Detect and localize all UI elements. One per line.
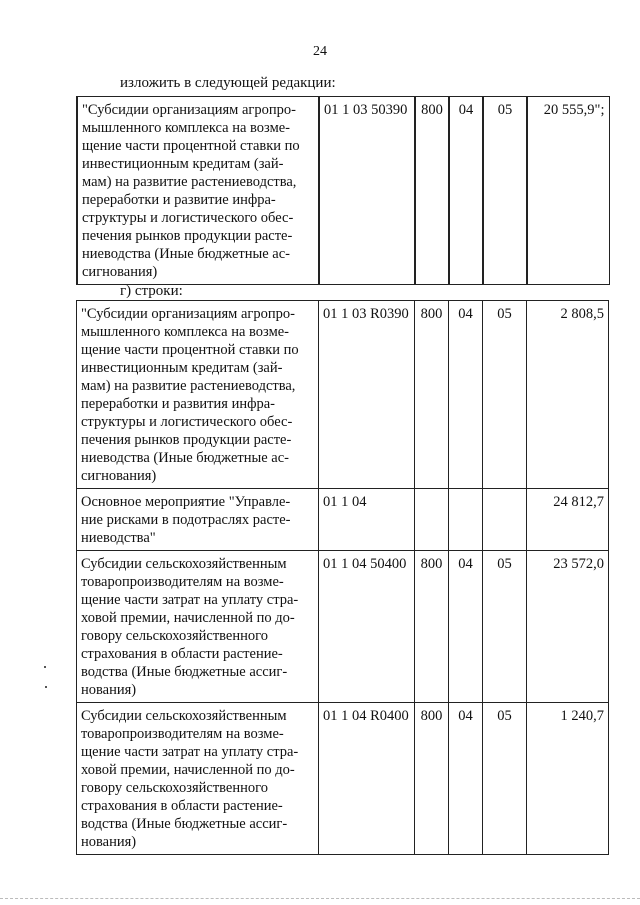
item-name-line: переработки и развития инфра-	[81, 396, 275, 412]
item-name-cell	[77, 301, 319, 489]
item-name-line: страхования в области растение-	[81, 798, 283, 814]
item-name-line: сигнования)	[81, 468, 157, 484]
table-row	[77, 489, 609, 551]
subsection-cell: 05	[483, 551, 527, 703]
rows-table	[76, 300, 609, 855]
item-name-line: Субсидии сельскохозяйственным	[81, 708, 287, 724]
table-row	[77, 301, 609, 489]
code-cell: 01 1 03 R0390	[319, 301, 415, 489]
expense-type-cell: 800	[415, 551, 449, 703]
item-name-line: мам) на развитие растениеводства,	[82, 174, 297, 190]
item-name-line: структуры и логистического обес-	[82, 210, 294, 226]
section-cell	[449, 489, 483, 551]
item-name-line: ниеводства (Иные бюджетные ас-	[81, 450, 289, 466]
item-name-line: товаропроизводителям на возме-	[81, 574, 284, 590]
scan-edge	[0, 898, 640, 902]
section-cell: 04	[449, 97, 483, 285]
replacement-table-body	[77, 97, 609, 285]
scan-speck	[44, 666, 46, 668]
item-name-cell	[77, 97, 319, 285]
item-name-line: инвестиционным кредитам (зай-	[82, 156, 284, 172]
item-name-line: ниеводства (Иные бюджетные ас-	[82, 246, 290, 262]
subsection-cell	[483, 489, 527, 551]
item-name-line: говору сельскохозяйственного	[81, 628, 268, 644]
item-name-line: сигнования)	[82, 264, 158, 280]
item-name-line: печения рынков продукции расте-	[81, 432, 292, 448]
table-row	[77, 703, 609, 855]
item-name-cell	[77, 489, 319, 551]
amount-cell: 1 240,7	[527, 703, 609, 855]
item-name-line: ниеводства"	[81, 530, 156, 546]
section-cell: 04	[449, 551, 483, 703]
table-row	[77, 97, 609, 285]
item-name-line: водства (Иные бюджетные ассиг-	[81, 816, 288, 832]
item-name-line: щение части затрат на уплату стра-	[81, 592, 299, 608]
item-name-line: ние рисками в подотраслях расте-	[81, 512, 291, 528]
section-cell: 04	[449, 703, 483, 855]
expense-type-cell: 800	[415, 301, 449, 489]
item-name-line: нования)	[81, 682, 137, 698]
item-name-line: переработки и развитие инфра-	[82, 192, 276, 208]
item-name-line: мышленного комплекса на возме-	[81, 324, 290, 340]
item-name-line: нования)	[81, 834, 137, 850]
code-cell: 01 1 04	[319, 489, 415, 551]
item-name-line: мам) на развитие растениеводства,	[81, 378, 296, 394]
item-name-line: говору сельскохозяйственного	[81, 780, 268, 796]
item-name-line: "Субсидии организациям агропро-	[81, 306, 295, 322]
item-name-cell	[77, 703, 319, 855]
rows-table-body	[77, 301, 609, 855]
item-name-line: инвестиционным кредитам (зай-	[81, 360, 283, 376]
item-name-cell	[77, 551, 319, 703]
item-name-line: водства (Иные бюджетные ассиг-	[81, 664, 288, 680]
item-name-line: ховой премии, начисленной по до-	[81, 610, 295, 626]
expense-type-cell: 800	[415, 97, 449, 285]
code-cell: 01 1 03 50390	[319, 97, 415, 285]
item-name-line: структуры и логистического обес-	[81, 414, 293, 430]
section-cell: 04	[449, 301, 483, 489]
item-name-line: Основное мероприятие "Управле-	[81, 494, 291, 510]
item-name-line: товаропроизводителям на возме-	[81, 726, 284, 742]
code-cell: 01 1 04 50400	[319, 551, 415, 703]
item-name-line: Субсидии сельскохозяйственным	[81, 556, 287, 572]
item-name-line: "Субсидии организациям агропро-	[82, 102, 296, 118]
expense-type-cell	[415, 489, 449, 551]
amount-cell: 24 812,7	[527, 489, 609, 551]
code-cell: 01 1 04 R0400	[319, 703, 415, 855]
item-name-line: щение части процентной ставки по	[82, 138, 300, 154]
item-name-line: ховой премии, начисленной по до-	[81, 762, 295, 778]
intro-text: изложить в следующей редакции:	[120, 75, 336, 91]
scan-speck	[45, 686, 47, 688]
table-row	[77, 551, 609, 703]
page-number: 24	[313, 44, 327, 59]
amount-cell: 2 808,5	[527, 301, 609, 489]
amount-cell: 20 555,9";	[527, 97, 609, 285]
item-name-line: страхования в области растение-	[81, 646, 283, 662]
item-name-line: щение части процентной ставки по	[81, 342, 299, 358]
sub-item-text: г) строки:	[120, 283, 183, 299]
item-name-line: мышленного комплекса на возме-	[82, 120, 291, 136]
amount-cell: 23 572,0	[527, 551, 609, 703]
expense-type-cell: 800	[415, 703, 449, 855]
item-name-line: печения рынков продукции расте-	[82, 228, 293, 244]
subsection-cell: 05	[483, 703, 527, 855]
subsection-cell: 05	[483, 301, 527, 489]
item-name-line: щение части затрат на уплату стра-	[81, 744, 299, 760]
replacement-table	[76, 96, 610, 285]
subsection-cell: 05	[483, 97, 527, 285]
